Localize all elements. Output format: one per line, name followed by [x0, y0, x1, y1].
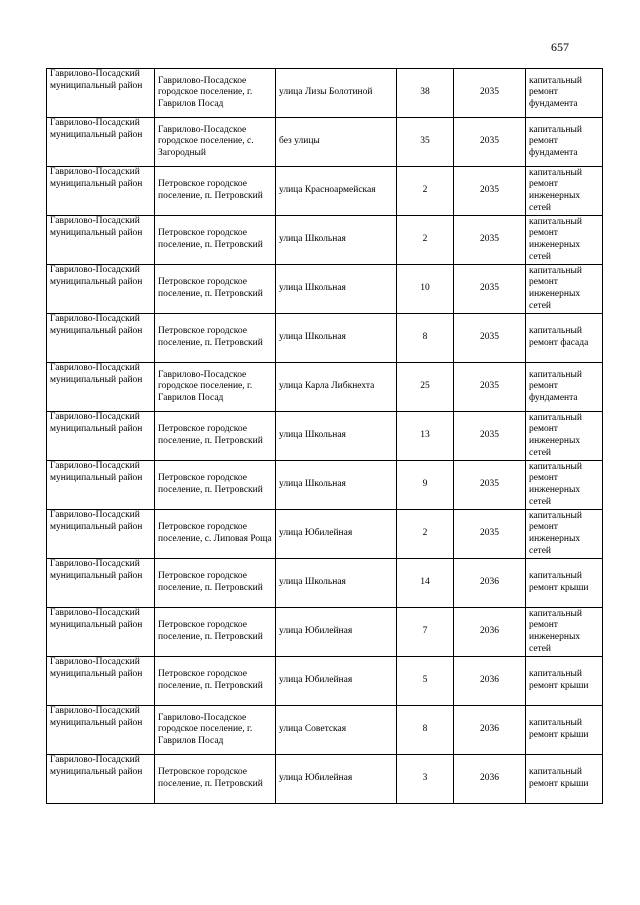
work-type-cell: капитальный ремонт фасада	[526, 314, 603, 363]
housing-repair-table	[46, 68, 603, 804]
district-cell: Гаврилово-Посадский муниципальный район	[47, 657, 155, 706]
district-cell: Гаврилово-Посадский муниципальный район	[47, 461, 155, 510]
district-cell: Гаврилово-Посадский муниципальный район	[47, 559, 155, 608]
settlement-cell: Петровское городское поселение, п. Петровский	[155, 608, 276, 657]
street-cell: улица Красноармейская	[276, 167, 397, 216]
apartment-count-cell: 2	[397, 167, 454, 216]
district-cell: Гаврилово-Посадский муниципальный район	[47, 755, 155, 804]
table-row	[47, 118, 603, 167]
district-cell: Гаврилово-Посадский муниципальный район	[47, 167, 155, 216]
apartment-count-cell: 2	[397, 510, 454, 559]
street-cell: улица Советская	[276, 706, 397, 755]
district-cell: Гаврилово-Посадский муниципальный район	[47, 706, 155, 755]
work-type-cell: капитальный ремонт фундамента	[526, 118, 603, 167]
year-cell: 2035	[454, 363, 526, 412]
work-type-cell: капитальный ремонт крыши	[526, 706, 603, 755]
settlement-cell: Петровское городское поселение, п. Петровский	[155, 657, 276, 706]
table-body	[47, 69, 603, 804]
street-cell: улица Школьная	[276, 265, 397, 314]
page-number: 657	[551, 40, 569, 54]
table-row	[47, 412, 603, 461]
street-cell: улица Школьная	[276, 559, 397, 608]
street-cell: улица Юбилейная	[276, 657, 397, 706]
district-cell: Гаврилово-Посадский муниципальный район	[47, 363, 155, 412]
settlement-cell: Петровское городское поселение, п. Петровский	[155, 167, 276, 216]
table-row	[47, 167, 603, 216]
district-cell: Гаврилово-Посадский муниципальный район	[47, 216, 155, 265]
table-row	[47, 755, 603, 804]
settlement-cell: Петровское городское поселение, п. Петровский	[155, 314, 276, 363]
table-row	[47, 608, 603, 657]
year-cell: 2035	[454, 167, 526, 216]
work-type-cell: капитальный ремонт инженерных сетей	[526, 461, 603, 510]
district-cell: Гаврилово-Посадский муниципальный район	[47, 314, 155, 363]
street-cell: улица Карла Либкнехта	[276, 363, 397, 412]
district-cell: Гаврилово-Посадский муниципальный район	[47, 69, 155, 118]
settlement-cell: Гаврилово-Посадское городское поселение, г. Гаврилов Посад	[155, 363, 276, 412]
apartment-count-cell: 2	[397, 216, 454, 265]
apartment-count-cell: 3	[397, 755, 454, 804]
year-cell: 2035	[454, 118, 526, 167]
street-cell: улица Лизы Болотиной	[276, 69, 397, 118]
table-row	[47, 69, 603, 118]
work-type-cell: капитальный ремонт инженерных сетей	[526, 412, 603, 461]
year-cell: 2036	[454, 657, 526, 706]
work-type-cell: капитальный ремонт фундамента	[526, 363, 603, 412]
apartment-count-cell: 13	[397, 412, 454, 461]
street-cell: улица Школьная	[276, 412, 397, 461]
table-row	[47, 657, 603, 706]
apartment-count-cell: 9	[397, 461, 454, 510]
apartment-count-cell: 10	[397, 265, 454, 314]
street-cell: без улицы	[276, 118, 397, 167]
apartment-count-cell: 8	[397, 706, 454, 755]
apartment-count-cell: 38	[397, 69, 454, 118]
year-cell: 2036	[454, 755, 526, 804]
district-cell: Гаврилово-Посадский муниципальный район	[47, 412, 155, 461]
year-cell: 2035	[454, 314, 526, 363]
work-type-cell: капитальный ремонт крыши	[526, 657, 603, 706]
apartment-count-cell: 5	[397, 657, 454, 706]
settlement-cell: Петровское городское поселение, п. Петровский	[155, 265, 276, 314]
work-type-cell: капитальный ремонт инженерных сетей	[526, 510, 603, 559]
street-cell: улица Юбилейная	[276, 608, 397, 657]
apartment-count-cell: 35	[397, 118, 454, 167]
settlement-cell: Петровское городское поселение, п. Петровский	[155, 559, 276, 608]
district-cell: Гаврилово-Посадский муниципальный район	[47, 118, 155, 167]
settlement-cell: Петровское городское поселение, п. Петровский	[155, 216, 276, 265]
apartment-count-cell: 14	[397, 559, 454, 608]
year-cell: 2035	[454, 412, 526, 461]
table-row	[47, 706, 603, 755]
settlement-cell: Гаврилово-Посадское городское поселение, с. Загородный	[155, 118, 276, 167]
year-cell: 2036	[454, 706, 526, 755]
table-row	[47, 314, 603, 363]
year-cell: 2036	[454, 559, 526, 608]
street-cell: улица Школьная	[276, 314, 397, 363]
year-cell: 2036	[454, 608, 526, 657]
apartment-count-cell: 25	[397, 363, 454, 412]
settlement-cell: Петровское городское поселение, п. Петровский	[155, 755, 276, 804]
table-row	[47, 461, 603, 510]
year-cell: 2035	[454, 461, 526, 510]
apartment-count-cell: 7	[397, 608, 454, 657]
work-type-cell: капитальный ремонт инженерных сетей	[526, 216, 603, 265]
settlement-cell: Петровское городское поселение, п. Петровский	[155, 461, 276, 510]
street-cell: улица Школьная	[276, 461, 397, 510]
district-cell: Гаврилово-Посадский муниципальный район	[47, 608, 155, 657]
work-type-cell: капитальный ремонт инженерных сетей	[526, 265, 603, 314]
settlement-cell: Гаврилово-Посадское городское поселение, г. Гаврилов Посад	[155, 69, 276, 118]
street-cell: улица Юбилейная	[276, 755, 397, 804]
table-row	[47, 559, 603, 608]
work-type-cell: капитальный ремонт инженерных сетей	[526, 608, 603, 657]
apartment-count-cell: 8	[397, 314, 454, 363]
settlement-cell: Петровское городское поселение, с. Липовая Роща	[155, 510, 276, 559]
district-cell: Гаврилово-Посадский муниципальный район	[47, 265, 155, 314]
table-row	[47, 363, 603, 412]
table-row	[47, 510, 603, 559]
settlement-cell: Гаврилово-Посадское городское поселение, г. Гаврилов Посад	[155, 706, 276, 755]
street-cell: улица Юбилейная	[276, 510, 397, 559]
settlement-cell: Петровское городское поселение, п. Петровский	[155, 412, 276, 461]
work-type-cell: капитальный ремонт инженерных сетей	[526, 167, 603, 216]
year-cell: 2035	[454, 265, 526, 314]
table-row	[47, 265, 603, 314]
work-type-cell: капитальный ремонт крыши	[526, 559, 603, 608]
district-cell: Гаврилово-Посадский муниципальный район	[47, 510, 155, 559]
work-type-cell: капитальный ремонт крыши	[526, 755, 603, 804]
year-cell: 2035	[454, 69, 526, 118]
street-cell: улица Школьная	[276, 216, 397, 265]
year-cell: 2035	[454, 216, 526, 265]
table-row	[47, 216, 603, 265]
work-type-cell: капитальный ремонт фундамента	[526, 69, 603, 118]
year-cell: 2035	[454, 510, 526, 559]
